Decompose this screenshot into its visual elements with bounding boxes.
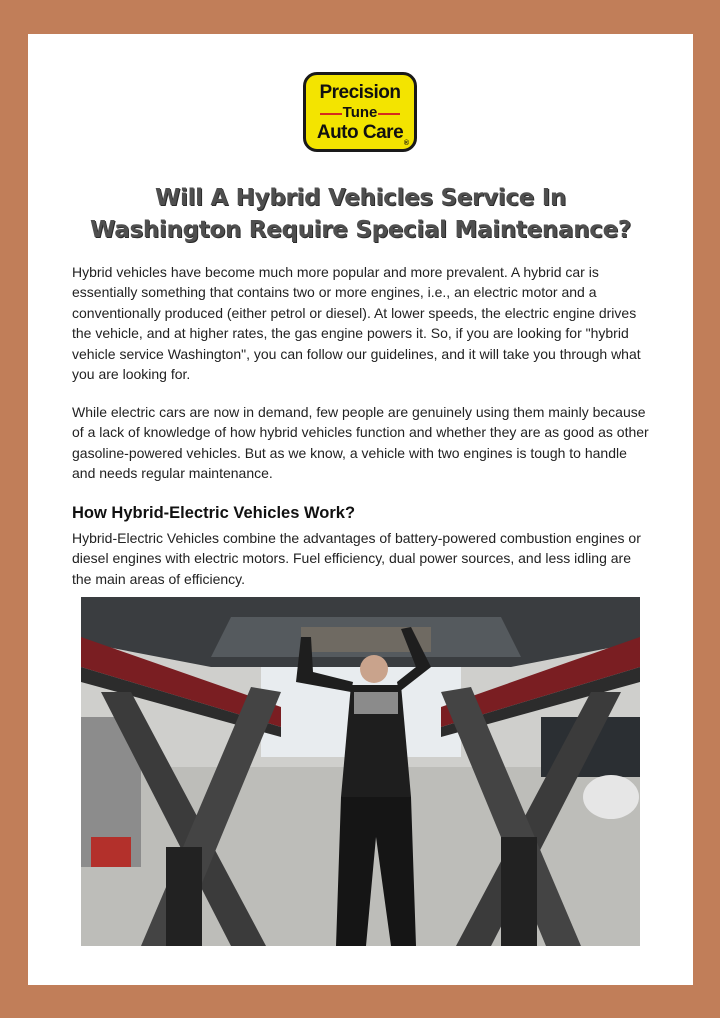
paragraph-how-it-works: Hybrid-Electric Vehicles combine the advantages of battery-powered combustion engines or diesel engines with electric motors. Fuel efficiency, dual power sources, and less idling are the main areas of efficiency.: [72, 530, 641, 587]
logo-line-3: Auto Care: [316, 122, 404, 143]
mechanic-under-car-illustration: [81, 597, 640, 946]
title-line-2: Washington Require Special Maintenance?: [90, 217, 631, 243]
logo-registered-mark: ®: [403, 140, 409, 147]
title-line-1: Will A Hybrid Vehicles Service In: [154, 185, 567, 211]
logo-line-1: Precision: [319, 82, 401, 103]
brand-logo: [303, 72, 417, 152]
mechanic-photo: [81, 597, 640, 946]
page-title: [28, 182, 693, 246]
document-page: [28, 34, 693, 985]
paragraph-intro: Hybrid vehicles have become much more popular and more prevalent. A hybrid car is essentially something that contains two or more engines, i.e., an electric motor and a conventionally produced (either petrol or diesel). At lower speeds, the electric engine drives the vehicle, and at higher rates, the gas engine powers it. So, if you are looking for "hybrid vehicle service Washington", you can follow our guidelines, and it will take you through what you are looking for.: [72, 264, 641, 383]
logo-line-2: Tune: [306, 104, 414, 121]
section-heading: How Hybrid-Electric Vehicles Work?: [72, 504, 356, 522]
paragraph-demand: While electric cars are now in demand, few people are genuinely using them mainly because of a lack of knowledge of how hybrid vehicles function and whether they are as good as other gasoline-powered vehicles. But as we know, a vehicle with two engines is tough to handle and needs regular maintenance.: [72, 404, 649, 482]
